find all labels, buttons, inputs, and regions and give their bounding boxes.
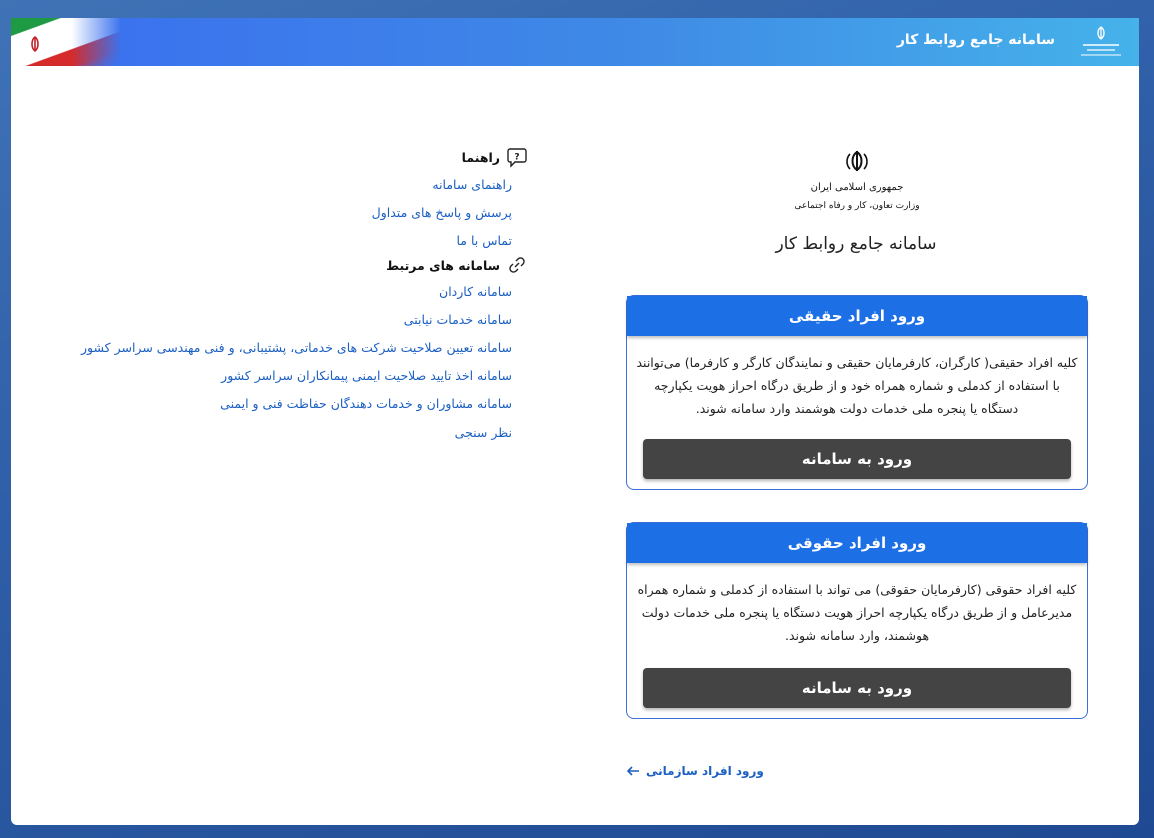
real-login-button[interactable]: ورود به سامانه (643, 439, 1071, 479)
page-title: سامانه جامع روابط کار (775, 234, 937, 254)
logo-line1: جمهوری اسلامی ایران (810, 182, 904, 193)
guide-section-title (462, 146, 528, 168)
top-bar (11, 18, 1139, 66)
link-faq[interactable]: پرسش و پاسخ های متداول (371, 205, 512, 220)
arrow-left-icon (626, 765, 640, 777)
real-card-description: کلیه افراد حقیقی( کارگران، کارفرمایان حقیقی و نمایندگان کارگر و کارفرما) می‌توانند با استفاده از کدملی و شماره همراه خود و از طریق درگاه احراز هویت یکپارچه دستگاه یا پنجره ملی خدمات دولت هوشمند وارد سامانه شوند. (636, 355, 1078, 416)
header-title: سامانه جامع روابط کار (896, 32, 1055, 48)
real-card-title: ورود افراد حقیقی (627, 296, 1087, 336)
question-bubble-icon (506, 146, 528, 168)
real-person-card (626, 295, 1088, 490)
link-service-companies-qualification[interactable]: سامانه تعیین صلاحیت شرکت های خدماتی، پشتیبانی، و فنی مهندسی سراسر کشور (81, 340, 512, 355)
link-system-guide[interactable]: راهنمای سامانه (432, 177, 512, 192)
ministry-logo (794, 148, 920, 214)
org-login-label: ورود افراد سازمانی (646, 764, 764, 778)
legal-login-button[interactable]: ورود به سامانه (643, 668, 1071, 708)
org-login-link[interactable] (626, 764, 764, 778)
link-contractor-safety-approval[interactable]: سامانه اخذ تایید صلاحیت ایمنی پیمانکاران سراسر کشور (221, 368, 512, 383)
ministry-logo-icon (1075, 24, 1127, 60)
logo-line2: وزارت تعاون، کار و رفاه اجتماعی (794, 201, 920, 211)
link-contact-us[interactable]: تماس با ما (456, 233, 512, 248)
guide-title: راهنما (461, 149, 500, 165)
app-frame (11, 18, 1139, 825)
emblem-icon (25, 34, 45, 54)
link-safety-consultants[interactable]: سامانه مشاوران و خدمات دهندگان حفاظت فنی و ایمنی (220, 396, 512, 411)
link-survey[interactable]: نظر سنجی (454, 425, 512, 440)
legal-person-card (626, 522, 1088, 719)
svg-text:?: ? (514, 152, 520, 163)
link-kardan[interactable]: سامانه کاردان (439, 284, 512, 299)
link-chain-icon (506, 254, 528, 276)
legal-card-description: کلیه افراد حقوقی (کارفرمایان حقوقی) می تواند با استفاده از کدملی و شماره همراه مدیرعامل و از طریق درگاه یکپارچه احراز هویت دستگاه یا پنجره ملی خدمات دولت هوشمند، وارد سامانه شوند. (637, 582, 1077, 643)
related-section-title (386, 254, 528, 276)
related-title: سامانه های مرتبط (386, 257, 500, 273)
link-proxy-services[interactable]: سامانه خدمات نیابتی (403, 312, 512, 327)
legal-card-title: ورود افراد حقوقی (627, 523, 1087, 563)
